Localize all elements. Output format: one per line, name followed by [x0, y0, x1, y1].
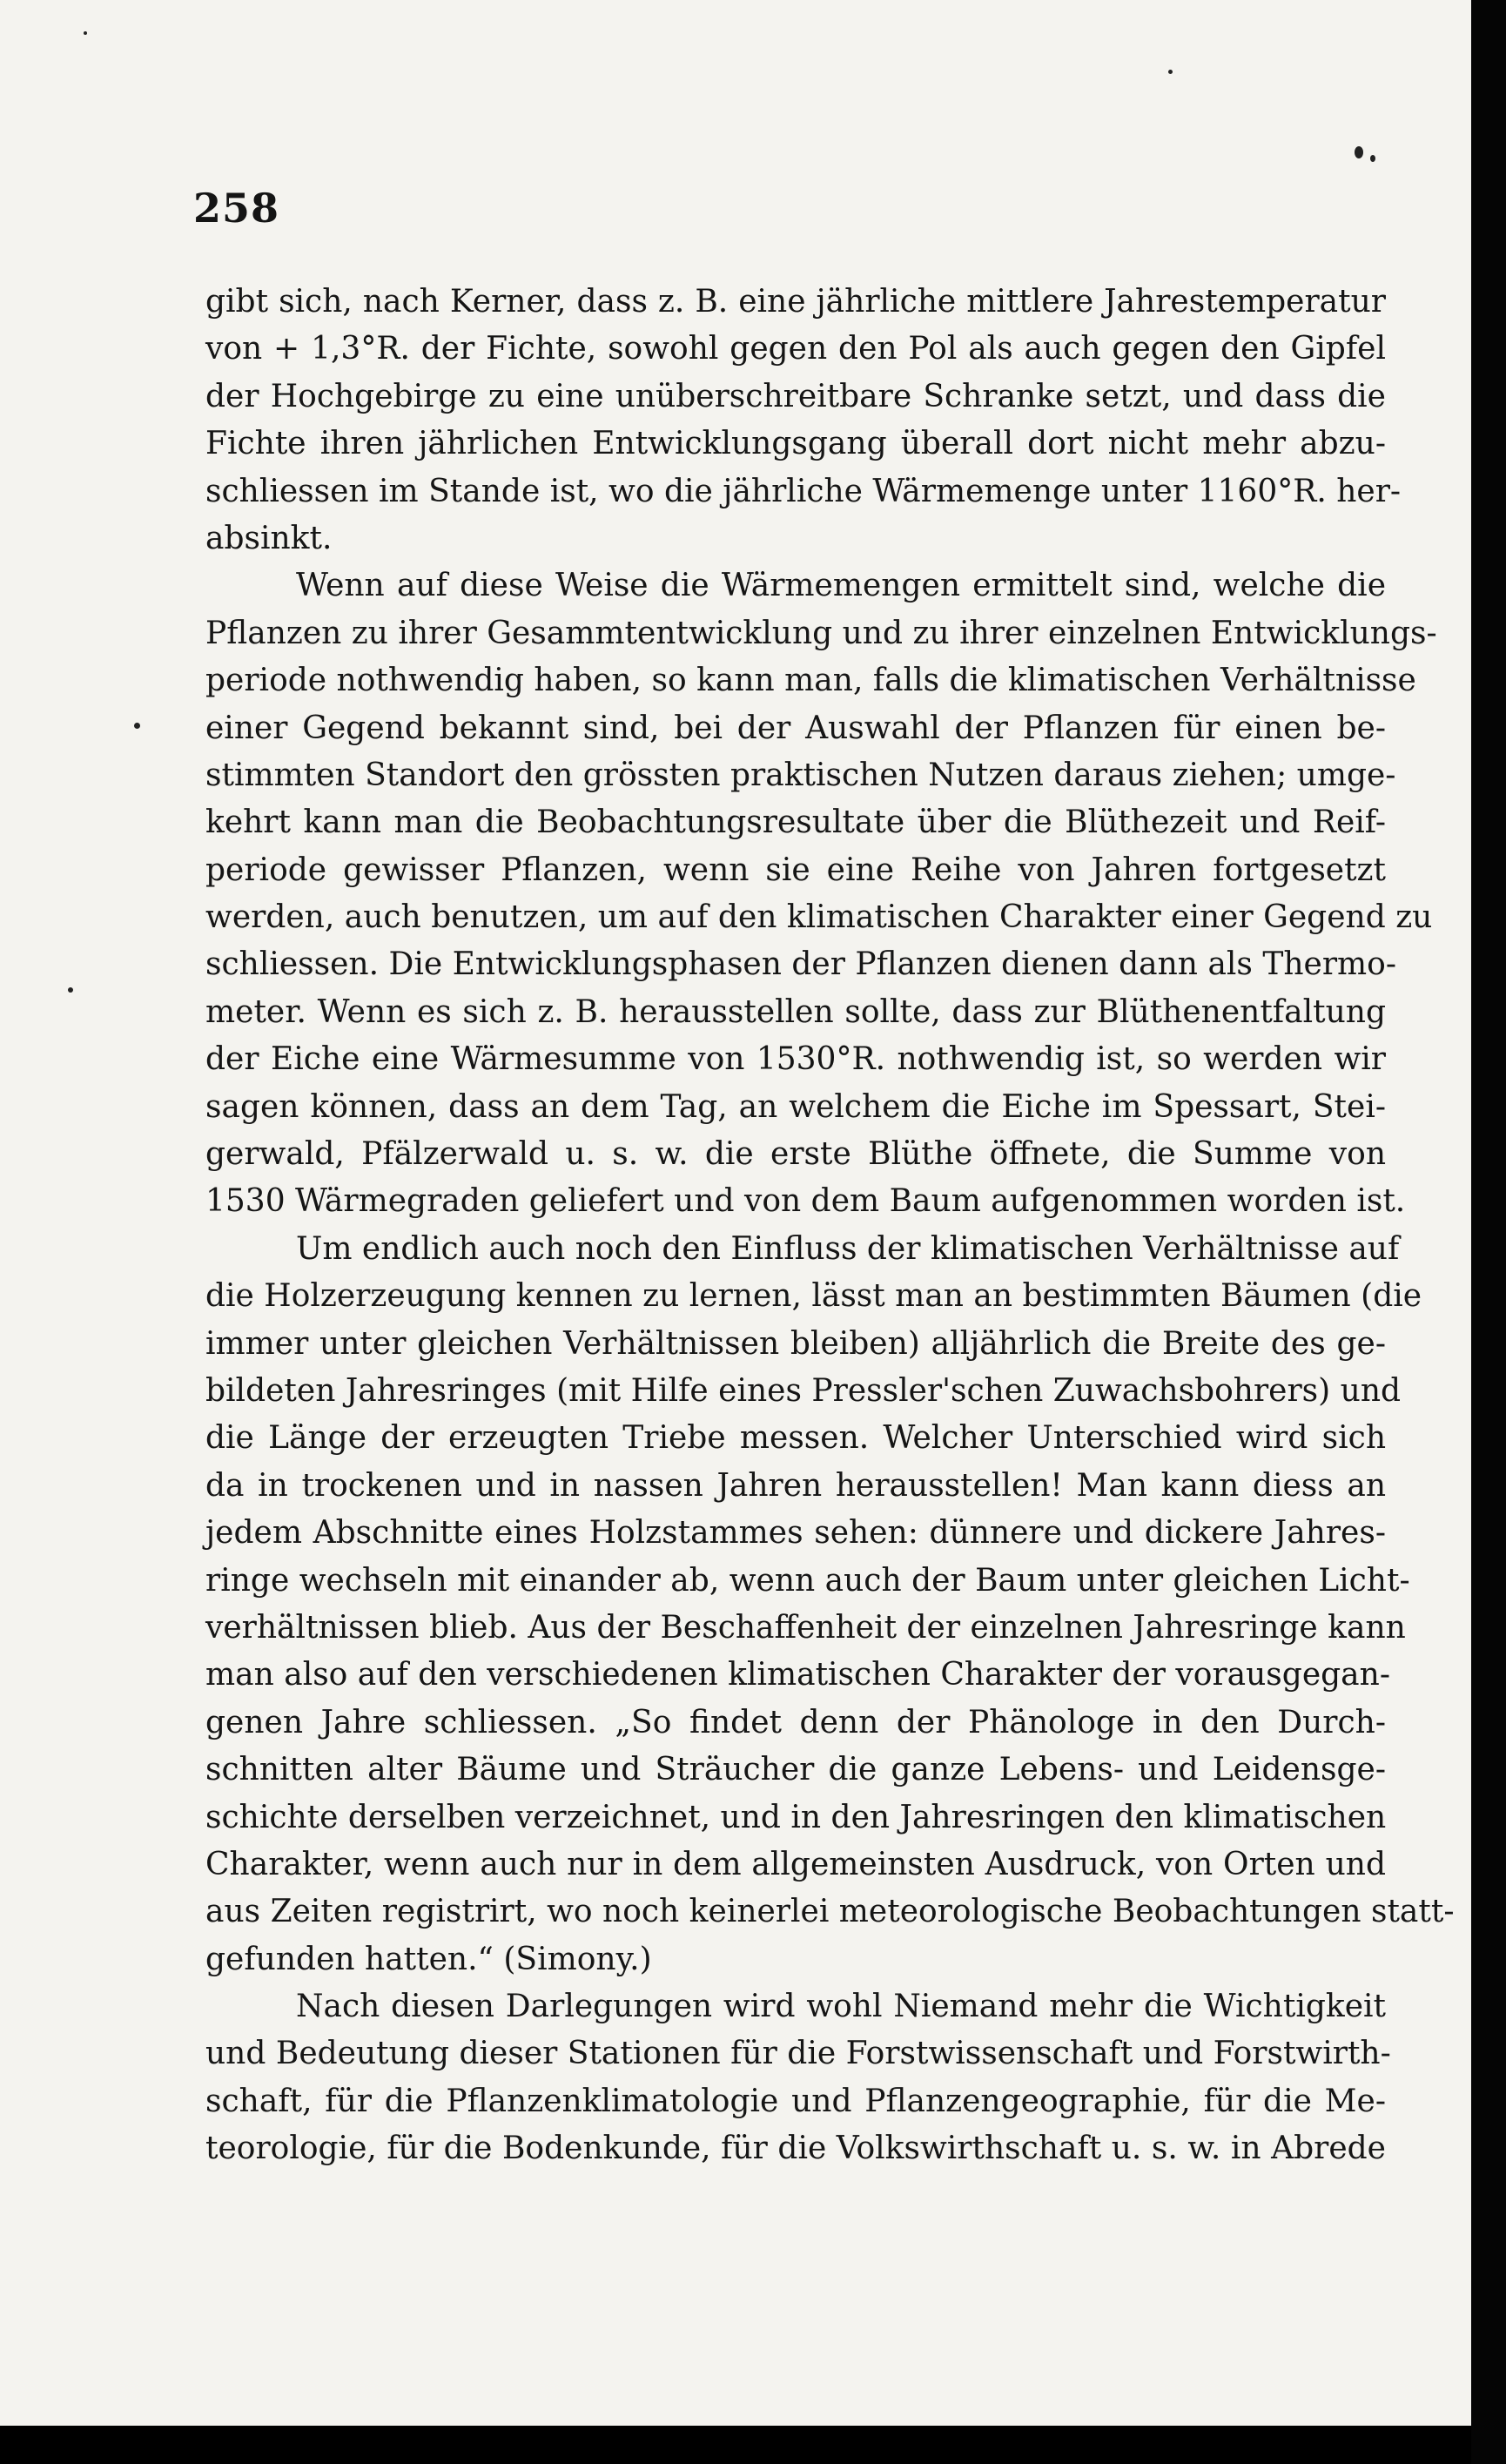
text-line: da in trockenen und in nassen Jahren herausstellen! Man kann diess an: [205, 1467, 1386, 1504]
text-line: gerwald, Pfälzerwald u. s. w. die erste Blüthe öffnete, die Summe von: [205, 1136, 1386, 1173]
scan-speck: [1168, 70, 1173, 74]
text-line: aus Zeiten registrirt, wo noch keinerlei meteorologische Beobachtungen statt-: [205, 1894, 1455, 1930]
text-line: gibt sich, nach Kerner, dass z. B. eine jährliche mittlere Jahrestemperatur: [205, 284, 1386, 320]
text-line: meter. Wenn es sich z. B. herausstellen sollte, dass zur Blüthenentfaltung: [205, 993, 1386, 1030]
text-line: sagen können, dass an dem Tag, an welchem die Eiche im Spessart, Stei-: [205, 1088, 1386, 1125]
text-line: Pflanzen zu ihrer Gesammtentwicklung und zu ihrer einzelnen Entwicklungs-: [205, 615, 1437, 651]
text-line: von + 1,3°R. der Fichte, sowohl gegen den Pol als auch gegen den Gipfel: [205, 331, 1386, 367]
text-line: jedem Abschnitte eines Holzstammes sehen: dünnere und dickere Jahres-: [205, 1515, 1386, 1552]
text-line: die Holzerzeugung kennen zu lernen, lässt man an bestimmten Bäumen (die: [205, 1278, 1422, 1315]
scan-speck: [1355, 146, 1363, 158]
text-line: Um endlich auch noch den Einfluss der klimatischen Verhältnisse auf: [296, 1230, 1400, 1267]
text-line: stimmten Standort den grössten praktischen Nutzen daraus ziehen; umge-: [205, 757, 1396, 793]
text-line: schliessen im Stande ist, wo die jährliche Wärmemenge unter 1160°R. her-: [205, 473, 1402, 509]
text-line: ringe wechseln mit einander ab, wenn auch der Baum unter gleichen Licht-: [205, 1562, 1410, 1599]
text-line: 1530 Wärmegraden geliefert und von dem Baum aufgenommen worden ist.: [205, 1183, 1406, 1220]
text-line: teorologie, für die Bodenkunde, für die Volkswirthschaft u. s. w. in Abrede: [205, 2131, 1386, 2167]
text-line: die Länge der erzeugten Triebe messen. Welcher Unterschied wird sich: [205, 1420, 1386, 1457]
text-line: der Eiche eine Wärmesumme von 1530°R. nothwendig ist, so werden wir: [205, 1041, 1386, 1078]
text-line: periode gewisser Pflanzen, wenn sie eine Reihe von Jahren fortgesetzt: [205, 852, 1386, 888]
text-line: periode nothwendig haben, so kann man, falls die klimatischen Verhältnisse: [205, 663, 1416, 699]
text-line: schaft, für die Pflanzenklimatologie und Pflanzengeographie, für die Me-: [205, 2083, 1386, 2119]
text-line: einer Gegend bekannt sind, bei der Auswahl der Pflanzen für einen be-: [205, 710, 1386, 746]
text-line: kehrt kann man die Beobachtungsresultate über die Blüthezeit und Reif-: [205, 805, 1386, 841]
text-line: bildeten Jahresringes (mit Hilfe eines Pressler'schen Zuwachsbohrers) und: [205, 1372, 1402, 1409]
text-line: gefunden hatten.“ (Simony.): [205, 1941, 652, 1977]
text-line: man also auf den verschiedenen klimatischen Charakter der vorausgegan-: [205, 1657, 1390, 1693]
text-line: verhältnissen blieb. Aus der Beschaffenheit der einzelnen Jahresringe kann: [205, 1609, 1406, 1646]
body-text: [205, 279, 1455, 2173]
text-line: Nach diesen Darlegungen wird wohl Niemand mehr die Wichtigkeit: [296, 1989, 1386, 2025]
scan-speck: [68, 987, 73, 993]
text-line: Fichte ihren jährlichen Entwicklungsgang überall dort nicht mehr abzu-: [205, 426, 1386, 462]
text-line: absinkt.: [205, 520, 333, 556]
text-line: immer unter gleichen Verhältnissen bleiben) alljährlich die Breite des ge-: [205, 1325, 1386, 1362]
text-line: werden, auch benutzen, um auf den klimatischen Charakter einer Gegend zu: [205, 899, 1433, 936]
scan-border: [1471, 0, 1506, 2464]
text-line: schichte derselben verzeichnet, und in den Jahresringen den klimatischen: [205, 1799, 1387, 1835]
text-line: schliessen. Die Entwicklungsphasen der Pflanzen dienen dann als Thermo-: [205, 946, 1397, 983]
text-line: Wenn auf diese Weise die Wärmemengen ermittelt sind, welche die: [296, 568, 1386, 604]
scan-speck: [1370, 155, 1375, 162]
scan-speck: [134, 723, 140, 729]
text-line: der Hochgebirge zu eine unüberschreitbare Schranke setzt, und dass die: [205, 378, 1386, 414]
page-number: 258: [193, 185, 280, 232]
text-line: genen Jahre schliessen. „So findet denn der Phänologe in den Durch-: [205, 1704, 1386, 1740]
text-line: schnitten alter Bäume und Sträucher die ganze Lebens- und Leidensge-: [205, 1752, 1386, 1788]
scan-speck: [84, 31, 87, 35]
text-line: und Bedeutung dieser Stationen für die Forstwissenschaft und Forstwirth-: [205, 2036, 1391, 2072]
text-line: Charakter, wenn auch nur in dem allgemeinsten Ausdruck, von Orten und: [205, 1846, 1386, 1882]
